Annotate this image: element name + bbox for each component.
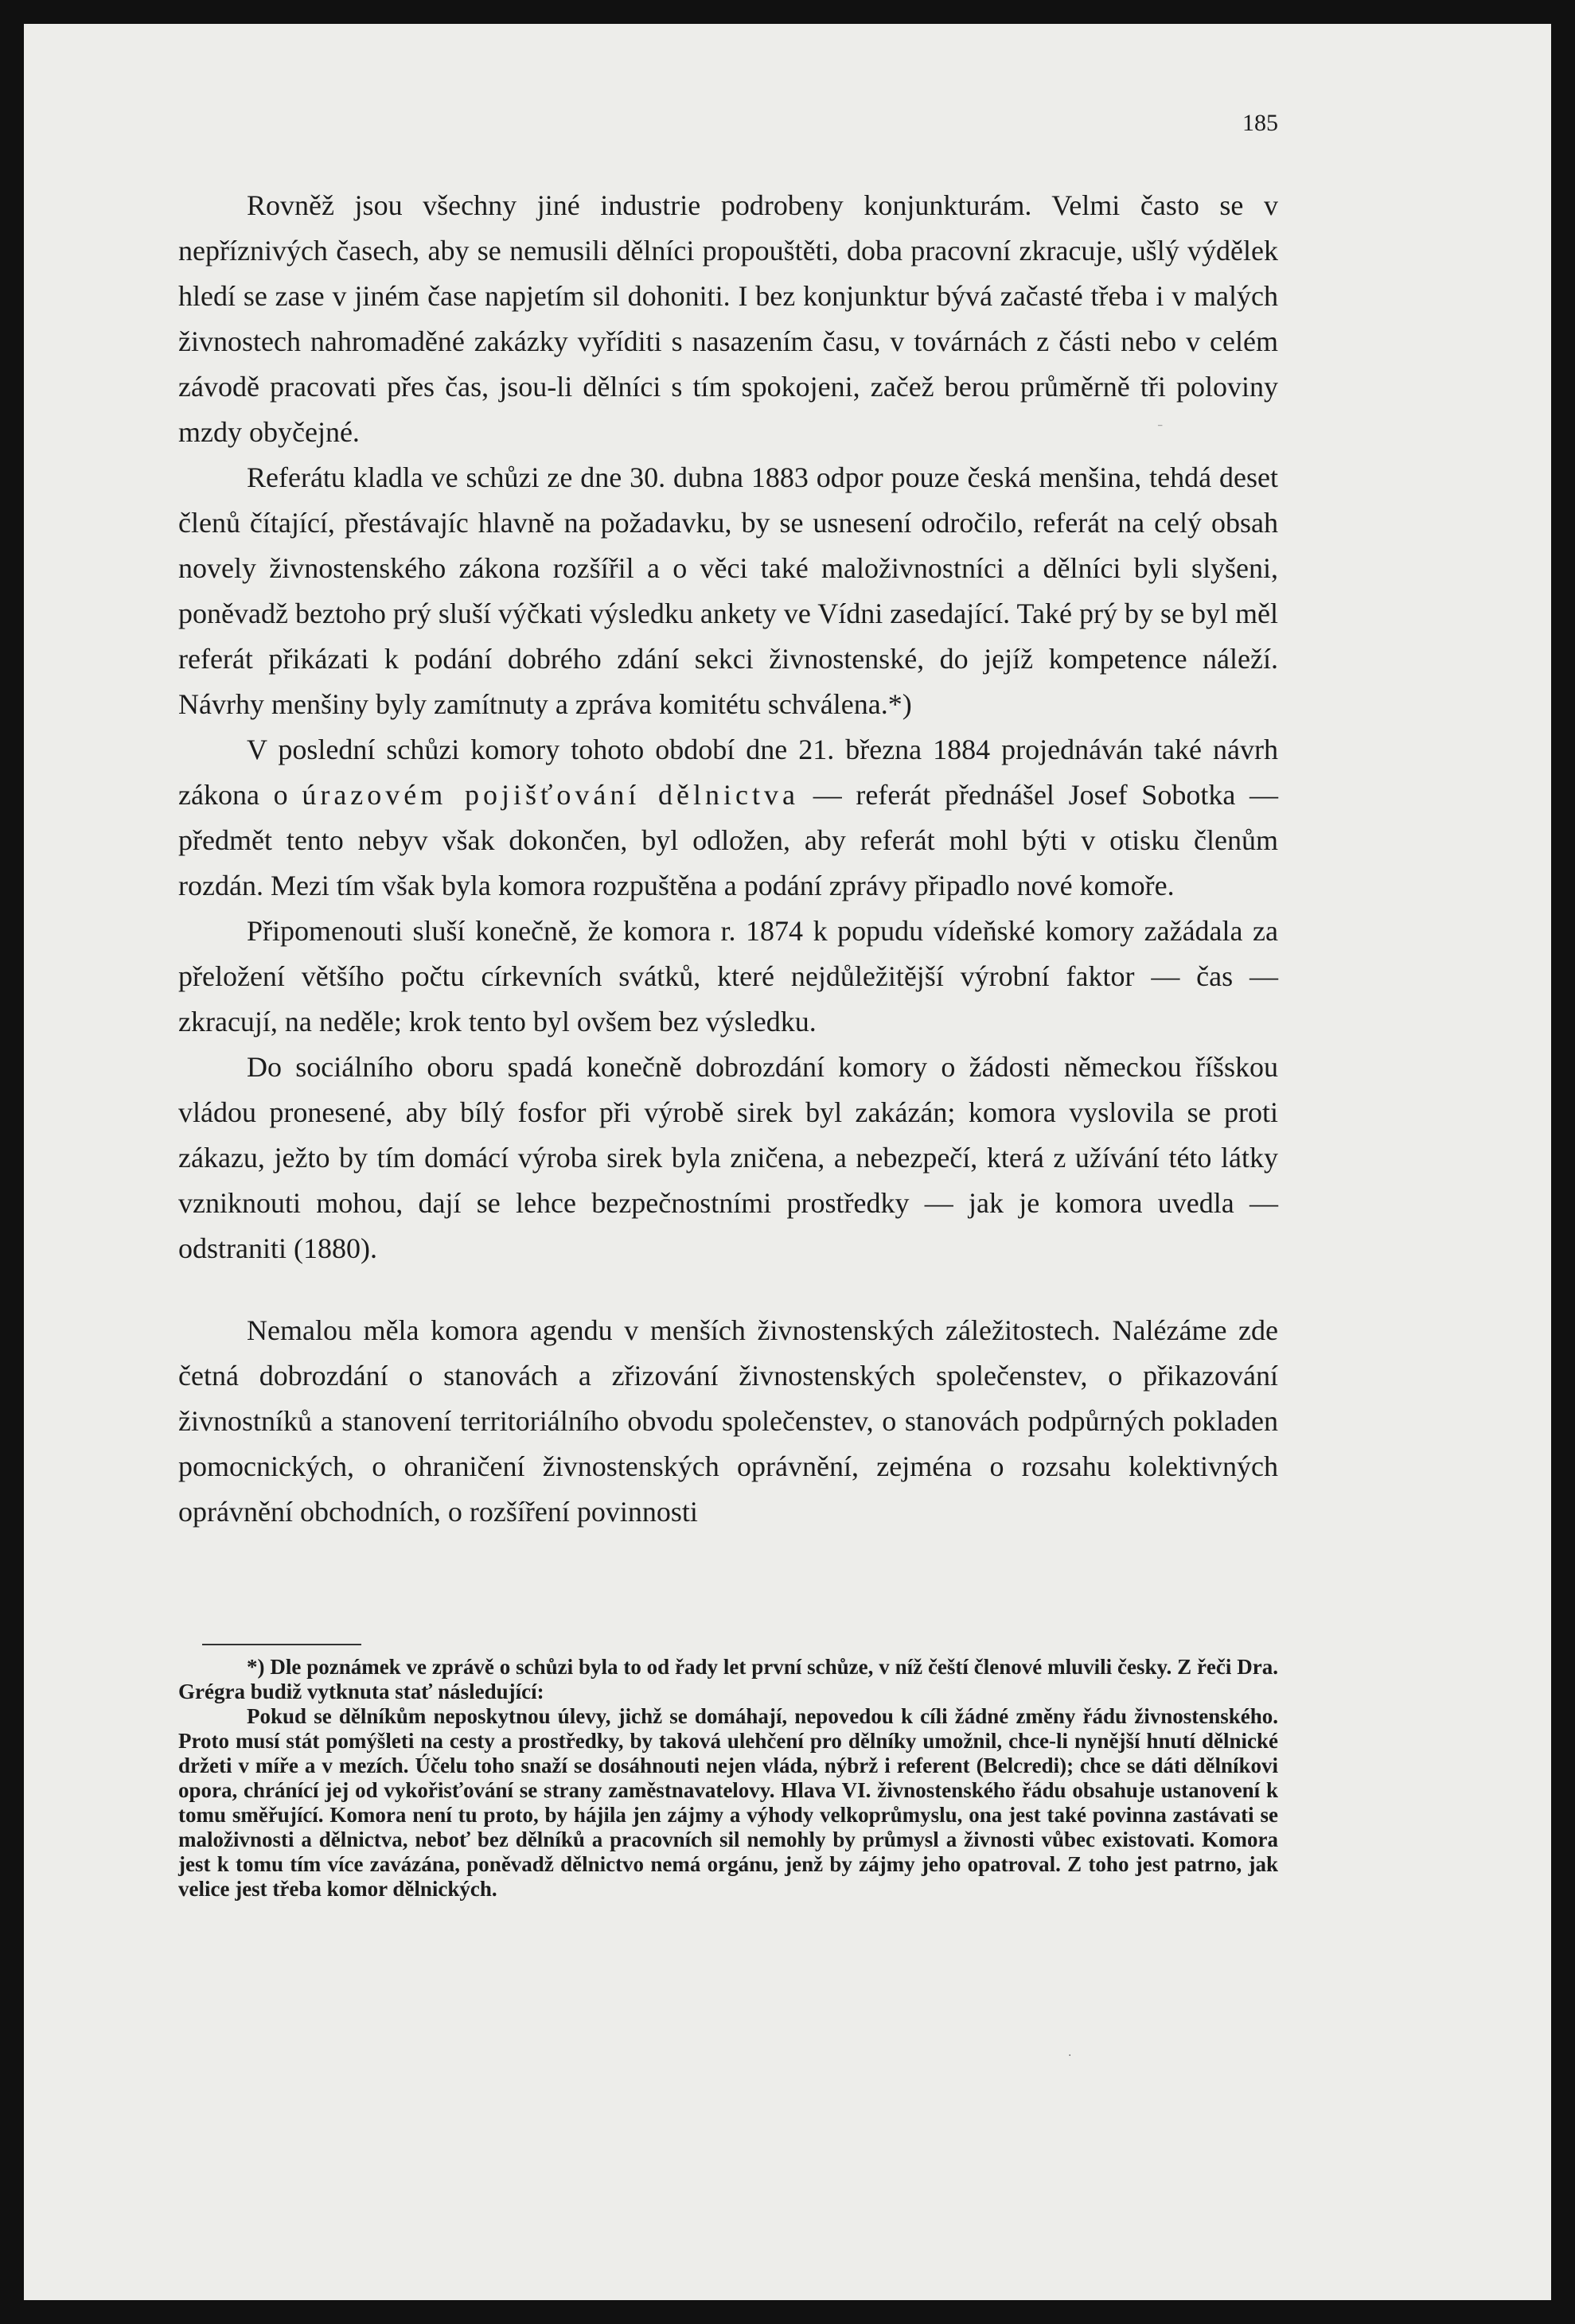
paragraph-6: Nemalou měla komora agendu v menších živnostenských záležitostech. Nalézáme zde četná dobrozdání o stanovách a zřizování živnostenských společenstev, o přikazování živnostníků a stanovení territoriálního obvodu společenstev, o stanovách podpůrných pokladen pomocnických, o ohraničení živnostenských oprávnění, zejména o rozsahu kolektivných oprávnění obchodních, o rozšíření povinnosti: [178, 1314, 1278, 1528]
scan-speck: ⁻: [1157, 422, 1164, 434]
scan-speck: ·: [1068, 2050, 1072, 2062]
footnote-divider: [202, 1644, 361, 1645]
scanned-page: [24, 24, 1551, 2300]
paragraph-3: [178, 727, 1278, 909]
paragraph-5: Do sociálního oboru spadá konečně dobrozdání komory o žádosti německou říšskou vládou pronesené, aby bílý fosfor při výrobě sirek byl zakázán; komora vyslovila se proti zákazu, ježto by tím domácí výroba sirek byla zničena, a nebezpečí, která z užívání této látky vzniknouti mohou, dají se lehce bezpečnostními prostředky — jak je komora uvedla — odstraniti (1880).: [178, 1051, 1278, 1264]
main-text: [178, 183, 1278, 1535]
paragraph-3-end: — referát přednášel Josef Sobotka — předmět tento nebyv však dokončen, byl odložen, aby referát mohl býti v otisku členům rozdán. Mezi tím však byla komora rozpuštěna a podání zprávy připadlo nové komoře.: [178, 779, 1279, 901]
emphasized-phrase: úrazovém pojišťování dělnictva: [302, 779, 799, 811]
paragraph-1: Rovněž jsou všechny jiné industrie podrobeny konjunkturám. Velmi často se v nepříznivých časech, aby se nemusili dělníci propouštěti, doba pracovní zkracuje, ušlý výdělek hledí se zase v jiném čase napjetím sil dohoniti. I bez konjunktur bývá začasté třeba i v malých živnostech nahromaděné zakázky vyříditi s nasazením času, v továrnách z části nebo v celém závodě pracovati přes čas, jsou-li dělníci s tím spokojeni, začež berou průměrně tři poloviny mzdy obyčejné.: [178, 189, 1278, 448]
footnote-2: Pokud se dělníkům neposkytnou úlevy, jichž se domáhají, nepovedou k cíli žádné změny řádu živnostenského. Proto musí stát pomýšleti na cesty a prostředky, by taková ulehčení pro dělníky umožnil, chce-li nynější hnutí dělnické držeti v míře a v mezích. Účelu toho snaží se dosáhnouti nejen vláda, nýbrž i referent (Belcredi); chce se dáti dělníkovi opora, chránící jej od vykořisťování se strany zaměstnavatelovy. Hlava VI. živnostenského řádu obsahuje ustanovení k tomu směřující. Komora není tu proto, by hájila jen zájmy a výhody velkoprůmyslu, ona jest také povinna zastávati se maloživnosti a dělnictva, neboť bez dělníků a pracovních sil nemohly by průmysl a živnosti vůbec existovati. Komora jest k tomu tím více zavázána, poněvadž dělnictvo nemá orgánu, jenž by zájmy jeho opatroval. Z toho jest patrno, jak velice jest třeba komor dělnických.: [178, 1704, 1278, 1901]
paragraph-3-start: V poslední schůzi komory tohoto období dne 21. března 1884 projednáván také návrh zákona o: [178, 734, 1278, 811]
paragraph-4: Připomenouti sluší konečně, že komora r. 1874 k popudu vídeňské komory zažádala za přeložení většího počtu církevních svátků, které nejdůležitější výrobní faktor — čas — zkracují, na neděle; krok tento byl ovšem bez výsledku.: [178, 915, 1278, 1037]
page-number: 185: [1242, 110, 1278, 136]
footnote-1: *) Dle poznámek ve zprávě o schůzi byla to od řady let první schůze, v níž čeští členové mluvili česky. Z řeči Dra. Grégra budiž vytknuta stať následující:: [178, 1655, 1278, 1703]
footnotes: [178, 1655, 1278, 1902]
paragraph-2: Referátu kladla ve schůzi ze dne 30. dubna 1883 odpor pouze česká menšina, tehdá deset členů čítající, přestávajíc hlavně na požadavku, by se usnesení odročilo, referát na celý obsah novely živnostenského zákona rozšířil a o věci také maloživnostníci a dělníci byli slyšeni, poněvadž beztoho prý sluší výčkati výsledku ankety ve Vídni zasedající. Také prý by se byl měl referát přikázati k podání dobrého zdání sekci živnostenské, do jejíž kompetence náleží. Návrhy menšiny byly zamítnuty a zpráva komitétu schválena.*): [178, 461, 1278, 720]
